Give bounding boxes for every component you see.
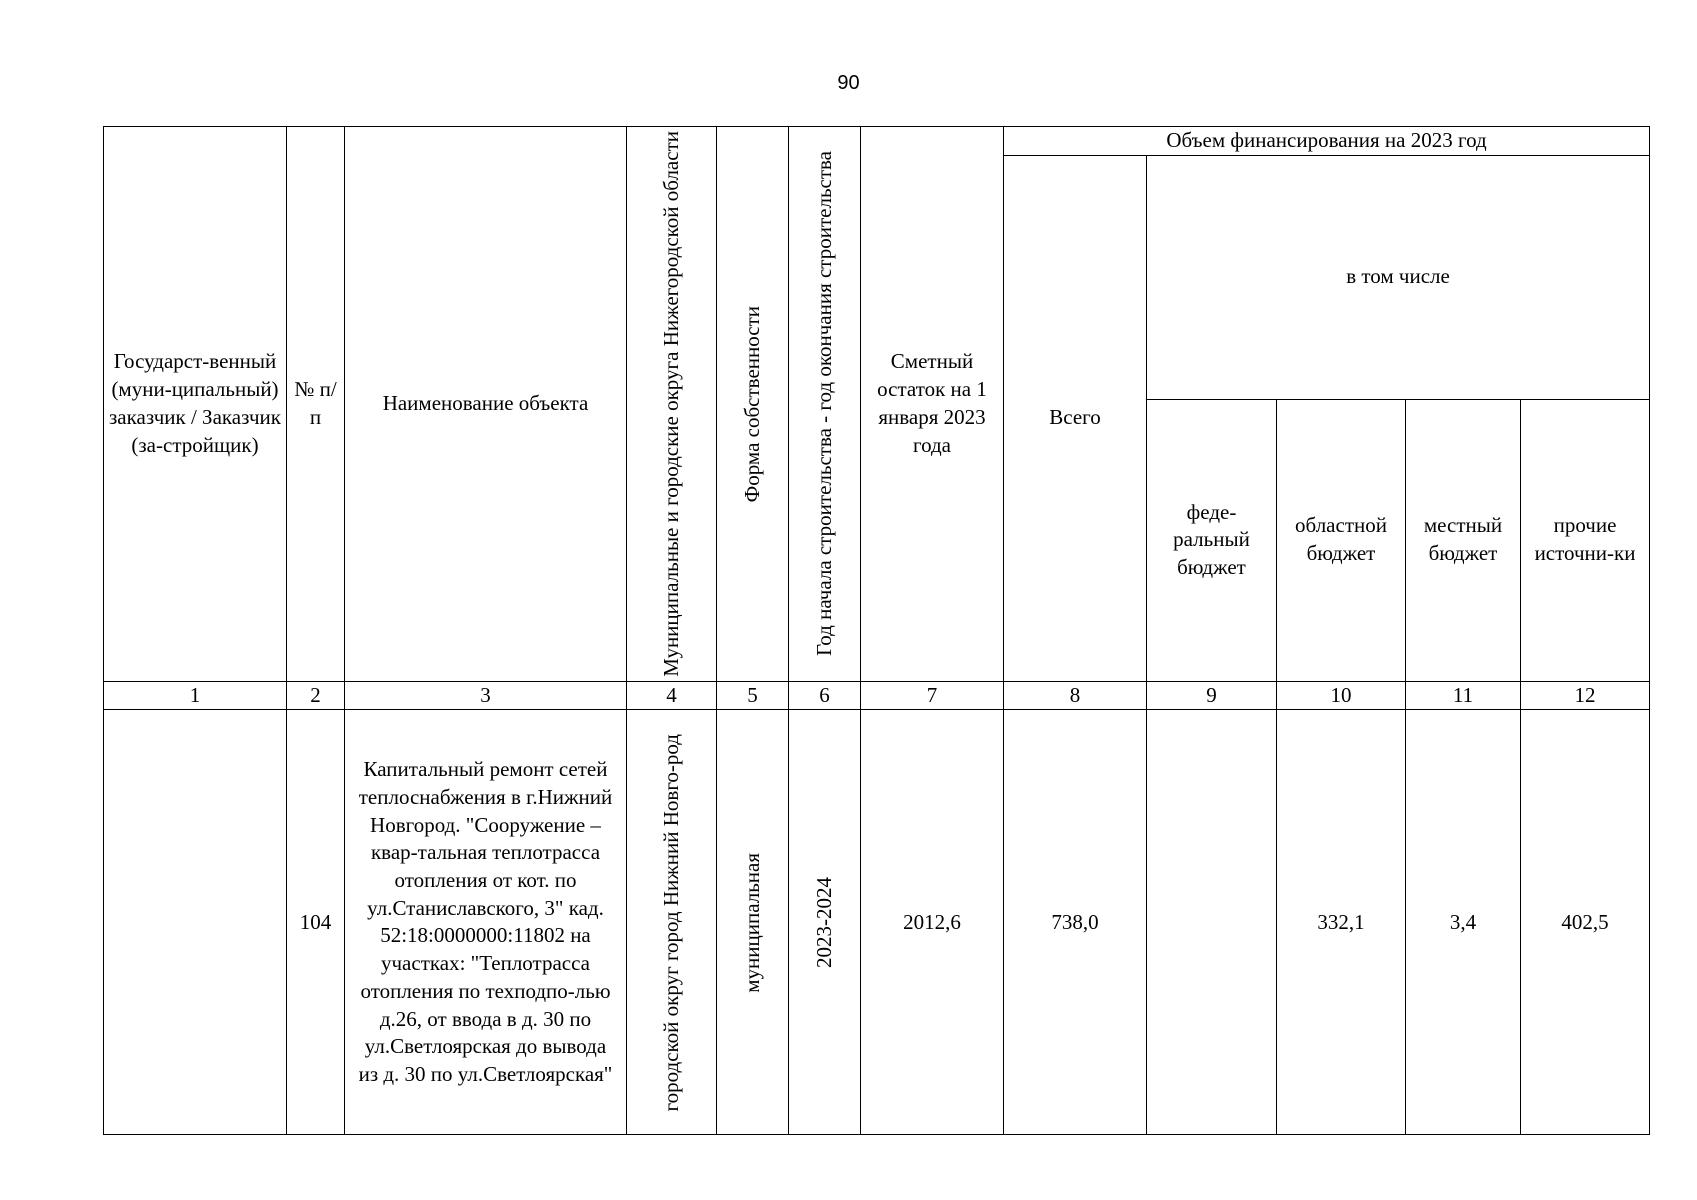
financing-table — [103, 126, 1650, 1135]
column-number: 3 — [345, 681, 627, 710]
header-years: Год начала строительства - год окончания строительства — [811, 151, 836, 657]
header-other: прочие источни-ки — [1521, 399, 1650, 681]
column-number: 9 — [1147, 681, 1277, 710]
table-row — [104, 710, 1650, 1135]
row-federal — [1147, 710, 1277, 1135]
row-district: городской округ город Нижний Новго-род — [658, 733, 683, 1112]
column-number: 6 — [789, 681, 861, 710]
column-number: 8 — [1004, 681, 1147, 710]
header-ownership: Форма собственности — [739, 305, 764, 503]
header-local: местный бюджет — [1406, 399, 1521, 681]
header-district: Муниципальные и городские округа Нижегородской области — [658, 131, 683, 677]
column-number: 4 — [627, 681, 717, 710]
row-number: 104 — [287, 710, 345, 1135]
header-total: Всего — [1004, 155, 1147, 681]
header-funding-group: Объем финансирования на 2023 год — [1004, 127, 1650, 156]
row-years: 2023-2024 — [811, 876, 836, 968]
row-estimate-remainder: 2012,6 — [861, 710, 1004, 1135]
page-number: 90 — [837, 72, 860, 94]
column-number: 2 — [287, 681, 345, 710]
header-ownership-cell — [717, 127, 789, 682]
header-district-cell — [627, 127, 717, 682]
header-years-cell — [789, 127, 861, 682]
header-estimate-remainder: Сметный остаток на 1 января 2023 года — [861, 127, 1004, 682]
column-number: 11 — [1406, 681, 1521, 710]
column-number: 7 — [861, 681, 1004, 710]
column-number: 1 — [104, 681, 287, 710]
header-number: № п/п — [287, 127, 345, 682]
row-years-cell — [789, 710, 861, 1135]
row-customer — [104, 710, 287, 1135]
row-regional: 332,1 — [1277, 710, 1406, 1135]
column-number: 10 — [1277, 681, 1406, 710]
row-ownership: муниципальная — [739, 852, 764, 993]
column-numbers-row — [104, 681, 1650, 710]
row-ownership-cell — [717, 710, 789, 1135]
header-federal: феде-ральный бюджет — [1147, 399, 1277, 681]
column-number: 5 — [717, 681, 789, 710]
row-other: 402,5 — [1521, 710, 1650, 1135]
row-local: 3,4 — [1406, 710, 1521, 1135]
column-number: 12 — [1521, 681, 1650, 710]
header-regional: областной бюджет — [1277, 399, 1406, 681]
header-customer: Государст-венный (муни-ципальный) заказчик / Заказчик (за-стройщик) — [104, 127, 287, 682]
row-object-name: Капитальный ремонт сетей теплоснабжения в г.Нижний Новгород. "Сооружение – квар-тальная теплотрасса отопления от кот. по ул.Станиславского, 3" кад. 52:18:0000000:11802 на участках: "Теплотрасса отопления по техподпо-лью д.26, от ввода в д. 30 по ул.Светлоярская до вывода из д. 30 по ул.Светлоярская" — [345, 710, 627, 1135]
header-object-name: Наименование объекта — [345, 127, 627, 682]
row-district-cell — [627, 710, 717, 1135]
header-including: в том числе — [1147, 155, 1650, 399]
row-total: 738,0 — [1004, 710, 1147, 1135]
